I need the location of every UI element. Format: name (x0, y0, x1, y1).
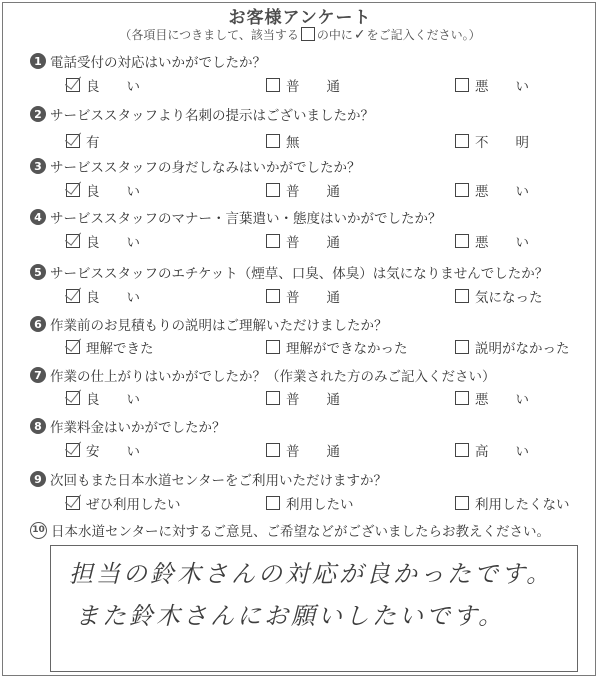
question-text: 作業料金はいかがでしたか？ (50, 420, 226, 436)
option-label: 高 い (475, 444, 529, 460)
checkbox[interactable] (266, 496, 280, 510)
option-q1-b[interactable] (266, 76, 340, 94)
checkbox[interactable] (455, 340, 469, 354)
question-text: 電話受付の対応はいかがでしたか？ (50, 55, 266, 71)
option-q4-c[interactable] (455, 232, 529, 250)
option-q6-a[interactable] (66, 338, 154, 356)
option-label: 良 い (86, 235, 140, 251)
checkbox[interactable] (66, 496, 80, 510)
checkbox[interactable] (455, 183, 469, 197)
option-q1-a[interactable] (66, 76, 140, 94)
question-5 (30, 262, 548, 282)
option-label: 普 通 (286, 235, 340, 251)
option-label: 良 い (86, 184, 140, 200)
checkbox[interactable] (266, 443, 280, 457)
question-text: 作業前のお見積もりの説明はご理解いただけましたか？ (50, 318, 388, 334)
option-label: 良 い (86, 79, 140, 95)
option-q6-b[interactable] (266, 338, 408, 356)
option-q7-b[interactable] (266, 389, 340, 407)
question-2 (30, 104, 374, 124)
option-q6-c[interactable] (455, 338, 570, 356)
checkbox[interactable] (66, 234, 80, 248)
option-q5-c[interactable] (455, 287, 543, 305)
option-label: 普 通 (286, 184, 340, 200)
option-label: 理解できた (86, 341, 154, 357)
checkbox[interactable] (66, 183, 80, 197)
question-text: サービススタッフより名刺の提示はございましたか？ (50, 108, 374, 124)
option-label: 気になった (475, 290, 543, 306)
checkbox[interactable] (455, 289, 469, 303)
option-q7-a[interactable] (66, 389, 140, 407)
question-text: サービススタッフの身だしなみはいかがでしたか？ (50, 160, 361, 176)
question-number: 9 (30, 471, 46, 487)
question-number: 4 (30, 209, 46, 225)
question-number: 5 (30, 264, 46, 280)
option-label: 普 通 (286, 290, 340, 306)
question-text: 次回もまた日本水道センターをご利用いただけますか？ (50, 473, 387, 489)
checkbox[interactable] (66, 443, 80, 457)
question-number: 3 (30, 158, 46, 174)
checkbox[interactable] (455, 496, 469, 510)
checkbox[interactable] (266, 289, 280, 303)
option-label: 悪 い (475, 235, 529, 251)
checkbox[interactable] (266, 183, 280, 197)
option-q4-a[interactable] (66, 232, 140, 250)
option-label: 良 い (86, 392, 140, 408)
option-label: 利用したくない (475, 497, 570, 513)
question-number: 10 (30, 522, 47, 539)
checkbox[interactable] (266, 340, 280, 354)
question-4 (30, 207, 442, 227)
checkbox[interactable] (66, 289, 80, 303)
option-label: ぜひ利用したい (86, 497, 181, 513)
instructions-text-end: をご記入ください。） (366, 28, 481, 42)
question-number: 1 (30, 53, 46, 69)
option-q9-c[interactable] (455, 494, 570, 512)
question-6 (30, 314, 388, 334)
question-number: 7 (30, 367, 46, 383)
option-label: 普 通 (286, 392, 340, 408)
option-label: 無 (286, 135, 300, 151)
checkbox[interactable] (66, 134, 80, 148)
survey-title: お客様アンケート (228, 8, 372, 28)
instructions-text-start: （各項目につきまして、該当する (119, 28, 299, 42)
option-label: 理解ができなかった (286, 341, 408, 357)
option-label: 有 (86, 135, 100, 151)
question-10 (30, 520, 550, 540)
instruction-box-icon (301, 27, 315, 41)
checkbox[interactable] (455, 134, 469, 148)
option-q5-a[interactable] (66, 287, 140, 305)
option-label: 悪 い (475, 392, 529, 408)
option-label: 悪 い (475, 79, 529, 95)
survey-instructions (0, 26, 600, 43)
question-1 (30, 51, 266, 71)
option-label: 説明がなかった (475, 341, 570, 357)
option-q4-b[interactable] (266, 232, 340, 250)
option-q9-a[interactable] (66, 494, 181, 512)
question-8 (30, 416, 226, 436)
question-number: 6 (30, 316, 46, 332)
checkbox[interactable] (66, 340, 80, 354)
comment-line-2: また鈴木さんにお願いしたいです。 (75, 602, 506, 630)
option-label: 普 通 (286, 79, 340, 95)
question-text: 作業の仕上がりはいかがでしたか？（作業された方のみご記入ください） (50, 369, 496, 385)
checkbox[interactable] (66, 78, 80, 92)
question-9 (30, 469, 387, 489)
checkbox[interactable] (266, 78, 280, 92)
instruction-check-icon: ✓ (353, 27, 366, 43)
option-label: 良 い (86, 290, 140, 306)
option-q5-b[interactable] (266, 287, 340, 305)
option-q7-c[interactable] (455, 389, 529, 407)
comment-box[interactable] (50, 545, 578, 672)
option-q8-a[interactable] (66, 441, 140, 459)
question-number: 8 (30, 418, 46, 434)
option-q3-c[interactable] (455, 181, 529, 199)
option-q2-b[interactable] (266, 132, 300, 150)
checkbox[interactable] (266, 234, 280, 248)
option-label: 普 通 (286, 444, 340, 460)
checkbox[interactable] (266, 134, 280, 148)
checkbox[interactable] (455, 234, 469, 248)
question-text: 日本水道センターに対するご意見、ご希望などがございましたらお教えください。 (51, 524, 550, 540)
question-text: サービススタッフのマナー・言葉遣い・態度はいかがでしたか？ (50, 211, 442, 227)
option-q2-a[interactable] (66, 132, 100, 150)
instructions-text-middle: の中に (316, 28, 353, 42)
checkbox[interactable] (455, 78, 469, 92)
option-label: 利用したい (286, 497, 354, 513)
option-q1-c[interactable] (455, 76, 529, 94)
checkbox[interactable] (66, 391, 80, 405)
option-label: 悪 い (475, 184, 529, 200)
checkbox[interactable] (455, 391, 469, 405)
option-q8-c[interactable] (455, 441, 529, 459)
question-7 (30, 365, 496, 385)
option-label: 安 い (86, 444, 140, 460)
question-3 (30, 156, 361, 176)
question-number: 2 (30, 106, 46, 122)
option-q9-b[interactable] (266, 494, 354, 512)
option-q3-b[interactable] (266, 181, 340, 199)
option-q2-c[interactable] (455, 132, 529, 150)
checkbox[interactable] (455, 443, 469, 457)
option-q3-a[interactable] (66, 181, 140, 199)
option-q8-b[interactable] (266, 441, 340, 459)
comment-line-1: 担当の鈴木さんの対応が良かったです。 (69, 560, 554, 588)
question-text: サービススタッフのエチケット（煙草、口臭、体臭）は気になりませんでしたか？ (50, 266, 549, 282)
option-label: 不 明 (475, 135, 529, 151)
checkbox[interactable] (266, 391, 280, 405)
